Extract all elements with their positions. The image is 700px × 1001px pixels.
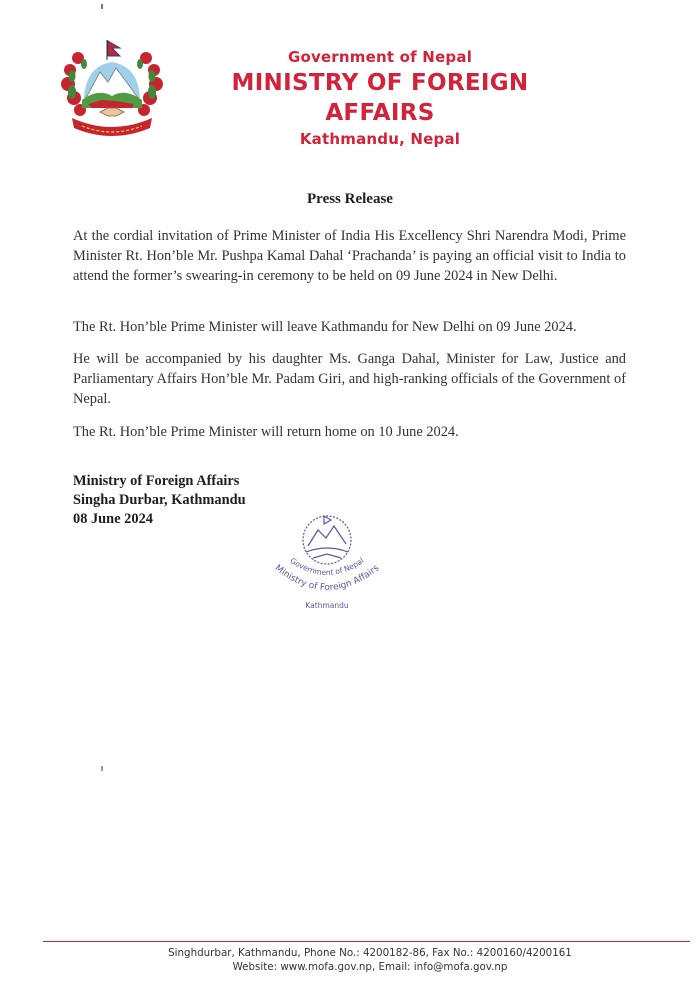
- footer-web: Website: www.mofa.gov.np, Email: info@mofa.gov.np: [232, 961, 508, 973]
- nepal-coat-of-arms-icon: [58, 38, 166, 138]
- stamp-line-2: Ministry of Foreign Affairs: [272, 563, 382, 594]
- body-paragraph: He will be accompanied by his daughter Ms. Ganga Dahal, Minister for Law, Justice and Parliamentary Affairs Hon’ble Mr. Padam Giri, and high-ranking officials of the Government of Nepal.: [73, 351, 626, 407]
- footer-divider: [43, 941, 690, 942]
- government-name: Government of Nepal: [287, 48, 473, 66]
- svg-text:Ministry of Foreign Affairs: [273, 563, 382, 593]
- svg-text:Government of Nepal: [289, 556, 366, 577]
- ministry-name: MINISTRY OF FOREIGN AFFAIRS: [231, 70, 529, 126]
- footer: [160, 946, 580, 974]
- signature-date: 08 June 2024: [73, 511, 153, 527]
- footer-contact: Singhdurbar, Kathmandu, Phone No.: 4200182-86, Fax No.: 4200160/4200161: [168, 947, 572, 959]
- document-title: Press Release: [307, 191, 393, 207]
- stamp-line-3: Kathmandu: [305, 601, 349, 610]
- official-stamp: [268, 510, 386, 614]
- signature-block: [73, 472, 246, 529]
- signature-office: Ministry of Foreign Affairs: [73, 473, 240, 489]
- body-paragraph: The Rt. Hon’ble Prime Minister will return home on 10 June 2024.: [73, 424, 459, 440]
- body-paragraph: The Rt. Hon’ble Prime Minister will leave Kathmandu for New Delhi on 09 June 2024.: [73, 319, 577, 335]
- body-paragraph: At the cordial invitation of Prime Minister of India His Excellency Shri Narendra Modi, Prime Minister Rt. Hon’ble Mr. Pushpa Kamal Dahal ‘Prachanda’ is paying an official visit to India to attend the former’s swearing-in ceremony to be held on 09 June 2024 in New Delhi.: [73, 228, 626, 284]
- scan-mark: [101, 766, 103, 771]
- letterhead-city: Kathmandu, Nepal: [299, 130, 461, 148]
- stamp-line-1: Government of Nepal: [288, 555, 366, 578]
- letterhead: [190, 46, 570, 150]
- signature-address: Singha Durbar, Kathmandu: [73, 492, 246, 508]
- scan-mark: [101, 4, 103, 9]
